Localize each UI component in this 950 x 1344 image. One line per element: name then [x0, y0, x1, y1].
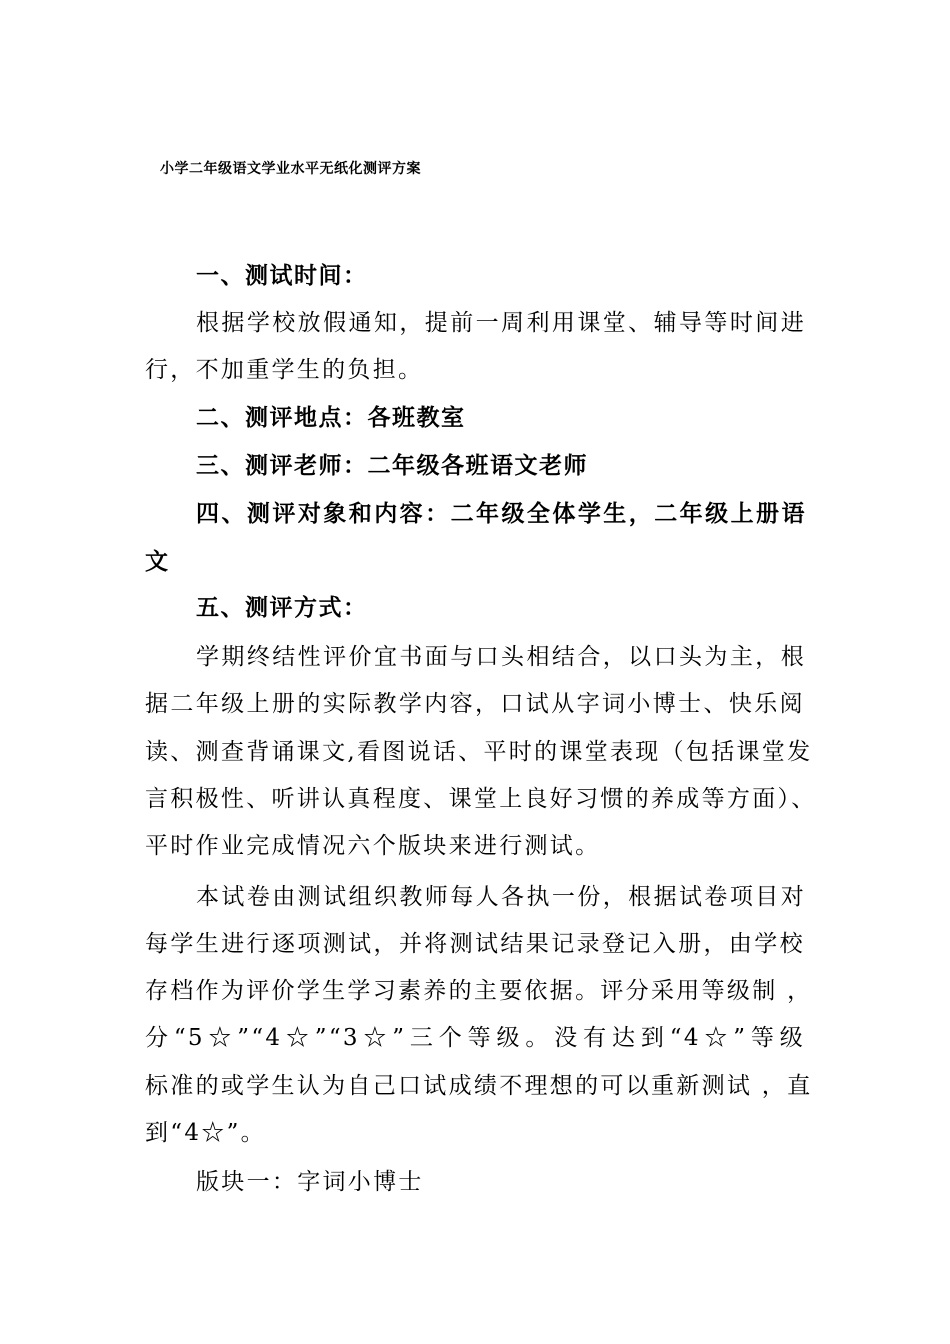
section-heading-subjects-cont: 文 — [145, 549, 170, 575]
paragraph-line: 据二年级上册的实际教学内容，口试从字词小博士、快乐阅 — [145, 691, 805, 717]
paragraph-line: 言积极性、听讲认真程度、课堂上良好习惯的养成等方面）、 — [145, 786, 817, 812]
section-label-block-one: 版块一：字词小博士 — [196, 1169, 424, 1195]
paragraph-line: 分“5☆”“4☆”“3☆”三个等级。没有达到“4☆”等级 — [145, 1025, 805, 1051]
paragraph-line: 行，不加重学生的负担。 — [145, 357, 424, 383]
paragraph-line: 读、测查背诵课文,看图说话、平时的课堂表现（包括课堂发 — [145, 739, 813, 765]
section-heading-teachers: 三、测评老师：二年级各班语文老师 — [196, 453, 588, 479]
paragraph-line: 平时作业完成情况六个版块来进行测试。 — [145, 833, 601, 859]
section-heading-location: 二、测评地点：各班教室 — [196, 405, 466, 431]
paragraph-line: 存档作为评价学生学习素养的主要依据。评分采用等级制 ， — [145, 978, 813, 1004]
section-heading-test-time: 一、测试时间： — [196, 263, 368, 289]
paragraph-line: 根据学校放假通知，提前一周利用课堂、辅导等时间进 — [196, 310, 806, 336]
document-title: 小学二年级语文学业水平无纸化测评方案 — [160, 161, 421, 177]
section-heading-subjects: 四、测评对象和内容：二年级全体学生，二年级上册语 — [196, 501, 806, 527]
paragraph-line: 标准的或学生认为自己口试成绩不理想的可以重新测试 ，直 — [145, 1073, 813, 1099]
paragraph-line: 每学生进行逐项测试，并将测试结果记录登记入册，由学校 — [145, 931, 805, 957]
paragraph-line: 到“4☆”。 — [145, 1120, 266, 1146]
section-heading-method: 五、测评方式： — [196, 595, 368, 621]
paragraph-line: 本试卷由测试组织教师每人各执一份，根据试卷项目对 — [196, 884, 806, 910]
paragraph-line: 学期终结性评价宜书面与口头相结合，以口头为主，根 — [196, 644, 806, 670]
